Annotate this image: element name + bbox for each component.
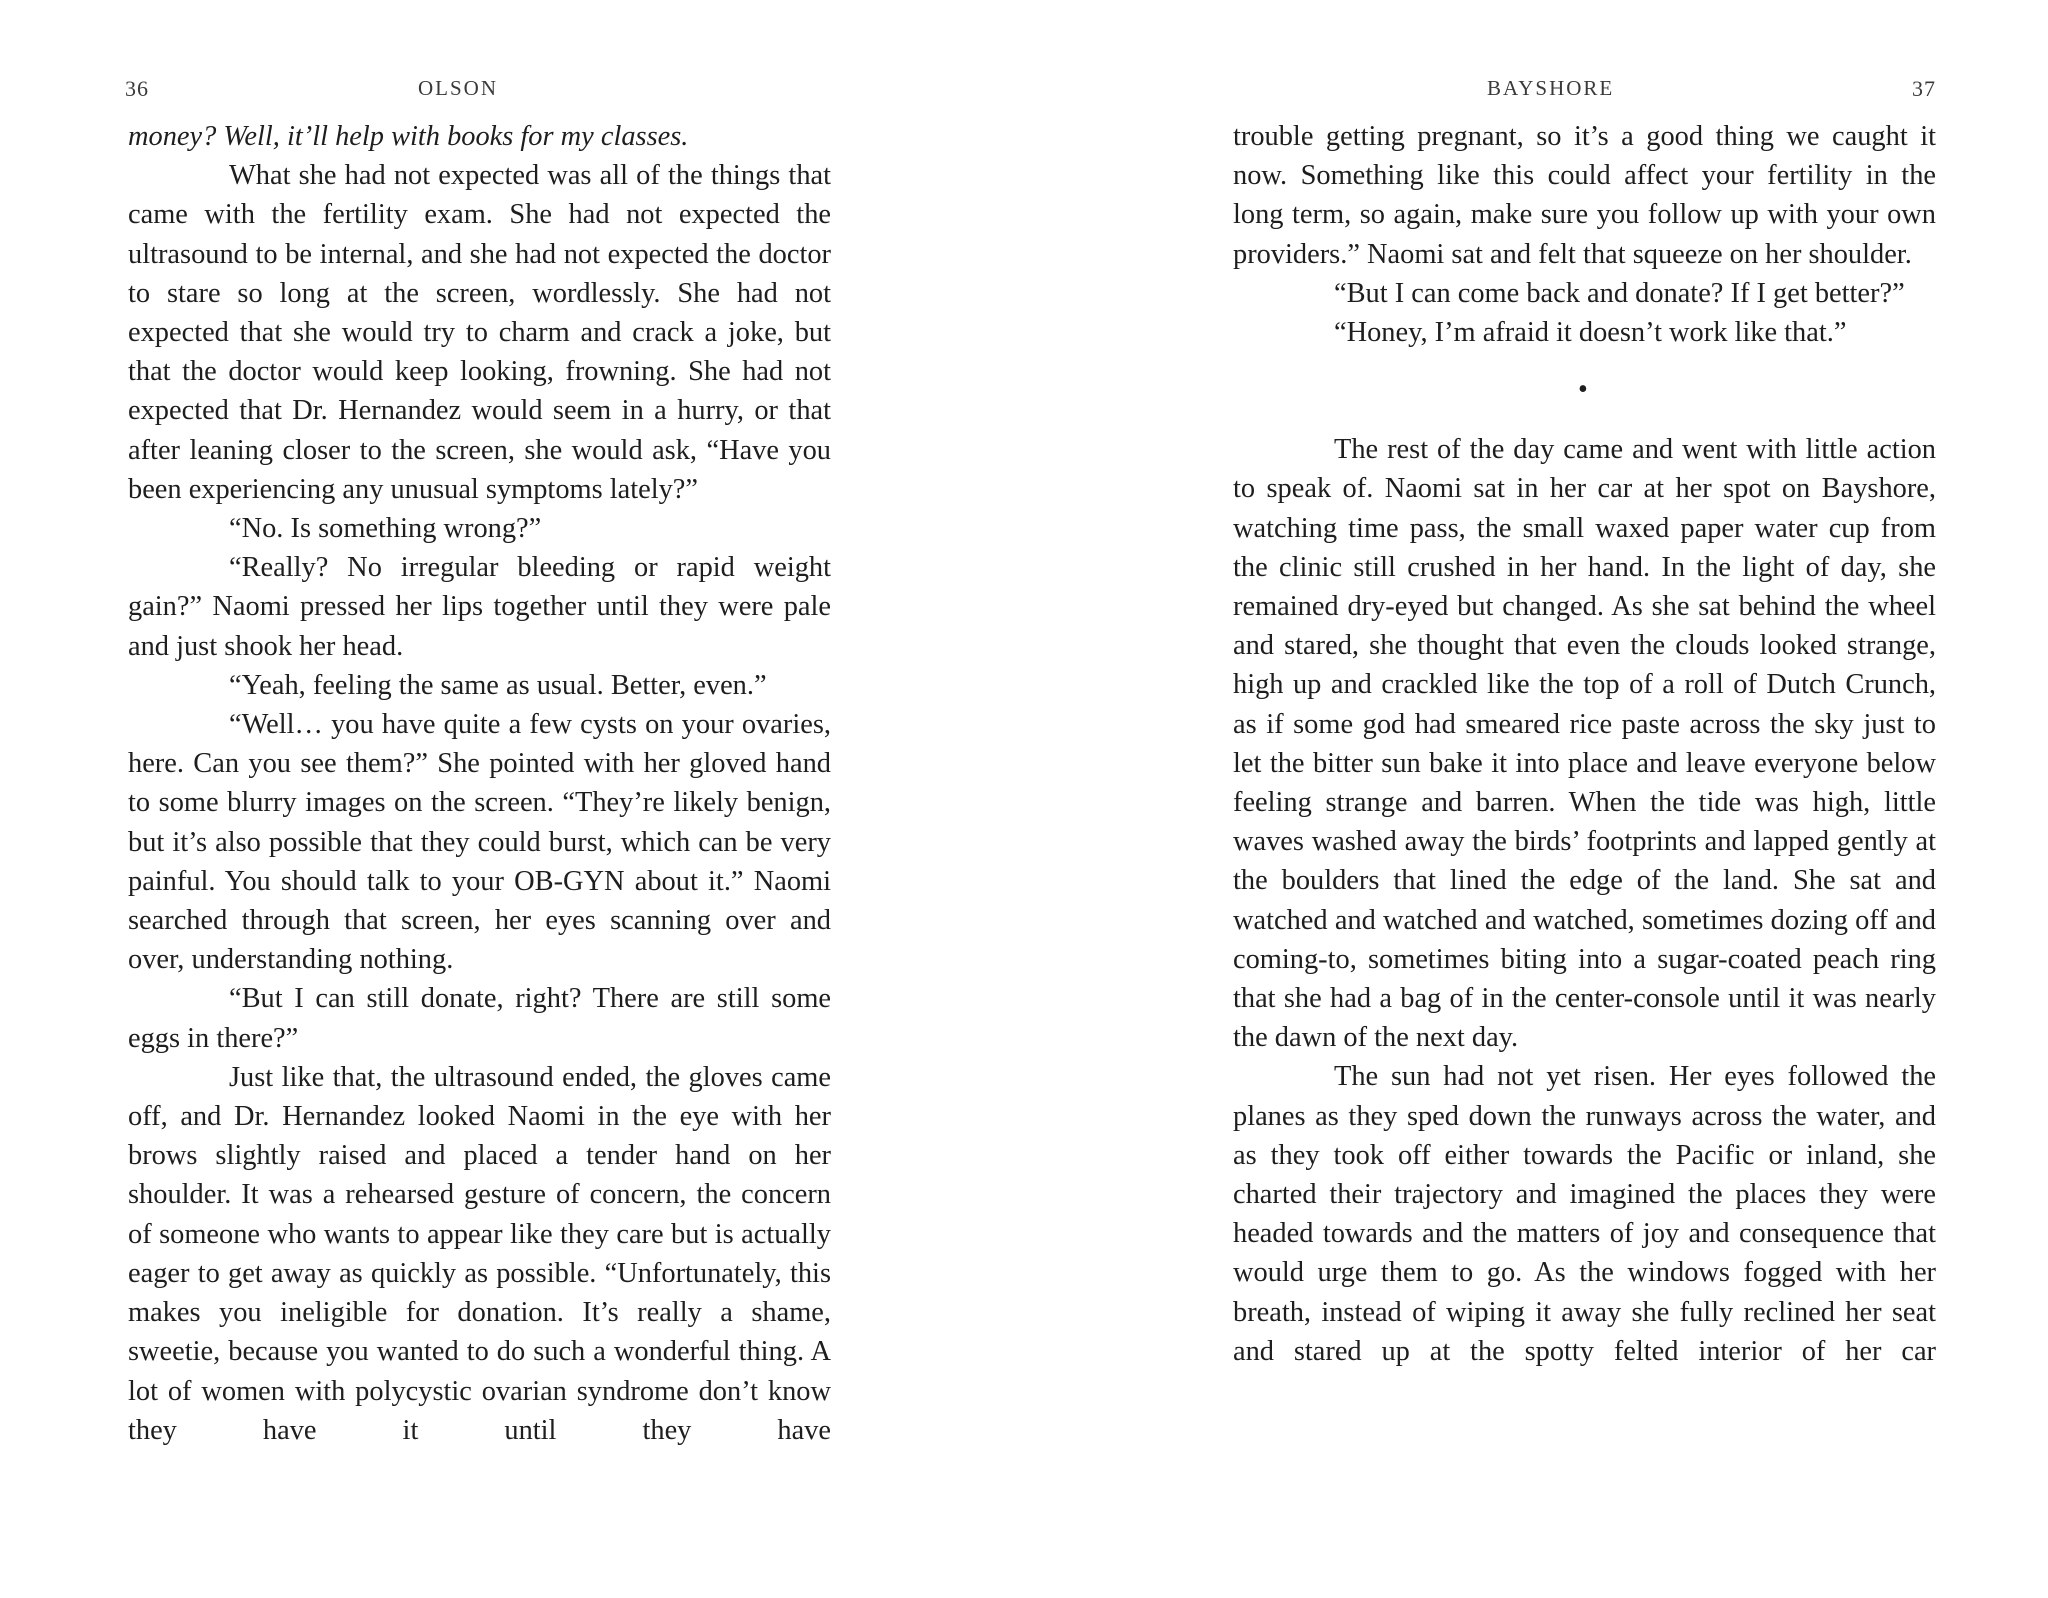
section-break: [1233, 352, 1936, 430]
paragraph: “But I can come back and donate? If I get better?”: [1334, 277, 1905, 309]
running-head-author: OLSON: [418, 76, 499, 100]
right-page: [1233, 0, 1936, 1598]
right-page-body: [1233, 117, 1936, 1371]
left-page: [125, 0, 831, 1598]
left-running-head: [125, 76, 831, 104]
paragraph: Just like that, the ultrasound ended, the gloves came off, and Dr. Hernandez looked Naomi in the eye with her brows slightly raised and placed a tender hand on her shoulder. It was a rehearsed gesture of concern, the concern of someone who wants to appear like they care but is actually eager to get away as quickly as possible. “Unfortunately, this makes you ineligible for donation. It’s really a shame, sweetie, because you wanted to do such a wonderful thing. A lot of women with polycystic ovarian syndrome don’t know they have it until they have: [128, 1061, 831, 1446]
paragraph: “Yeah, feeling the same as usual. Better, even.”: [229, 669, 767, 701]
paragraph: “Really? No irregular bleeding or rapid weight gain?” Naomi pressed her lips together until they were pale and just shook her head.: [128, 552, 831, 662]
page-number-left: 36: [125, 76, 149, 101]
right-running-head: [1233, 76, 1936, 104]
paragraph: “Well… you have quite a few cysts on your ovaries, here. Can you see them?” She pointed with her gloved hand to some blurry images on the screen. “They’re likely benign, but it’s also possible that they could burst, which can be very painful. You should talk to your OB-GYN about it.” Naomi searched through that screen, her eyes scanning over and over, understanding nothing.: [128, 709, 831, 976]
left-page-body: [128, 117, 831, 1450]
paragraph: The sun had not yet risen. Her eyes followed the planes as they sped down the runways across the water, and as they took off either towards the Pacific or inland, she charted their trajectory and imagined the places they were headed towards and the matters of joy and consequence that would urge them to go. As the windows fogged with her breath, instead of wiping it away she fully reclined her seat and stared up at the spotty felted interior of her car: [1233, 1061, 1936, 1367]
running-head-title: BAYSHORE: [1487, 76, 1615, 100]
paragraph: What she had not expected was all of the things that came with the fertility exam. She had not expected the ultrasound to be internal, and she had not expected the doctor to stare so long at the screen, wordlessly. She had not expected that she would try to charm and crack a joke, but that the doctor would keep looking, frowning. She had not expected that Dr. Hernandez would seem in a hurry, or that after leaning closer to the screen, she would ask, “Have you been experiencing any unusual symptoms lately?”: [128, 160, 831, 505]
paragraph: “Honey, I’m afraid it doesn’t work like that.”: [1334, 317, 1847, 349]
paragraph: “No. Is something wrong?”: [229, 513, 542, 545]
paragraph: The rest of the day came and went with little action to speak of. Naomi sat in her car at her spot on Bayshore, watching time pass, the small waxed paper water cup from the clinic still crushed in her hand. In the light of day, she remained dry-eyed but changed. As she sat behind the wheel and stared, she thought that even the clouds looked strange, high up and crackled like the top of a roll of Dutch Crunch, as if some god had smeared rice paste across the sky just to let the bitter sun bake it into place and leave everyone below feeling strange and barren. When the tide was high, little waves washed away the birds’ footprints and lapped gently at the boulders that lined the edge of the land. She sat and watched and watched and watched, sometimes dozing off and coming-to, sometimes biting into a sugar-coated peach ring that she had a bag of in the center-console until it was nearly the dawn of the next day.: [1233, 434, 1936, 1054]
section-break-bullet: •: [1578, 374, 1588, 406]
paragraph: money? Well, it’ll help with books for my classes.: [128, 121, 689, 152]
paragraph: “But I can still donate, right? There are still some eggs in there?”: [128, 983, 831, 1054]
page-number-right: 37: [1912, 76, 1936, 101]
paragraph: trouble getting pregnant, so it’s a good thing we caught it now. Something like this could affect your fertility in the long term, so again, make sure you follow up with your own providers.” Naomi sat and felt that squeeze on her shoulder.: [1233, 121, 1936, 270]
